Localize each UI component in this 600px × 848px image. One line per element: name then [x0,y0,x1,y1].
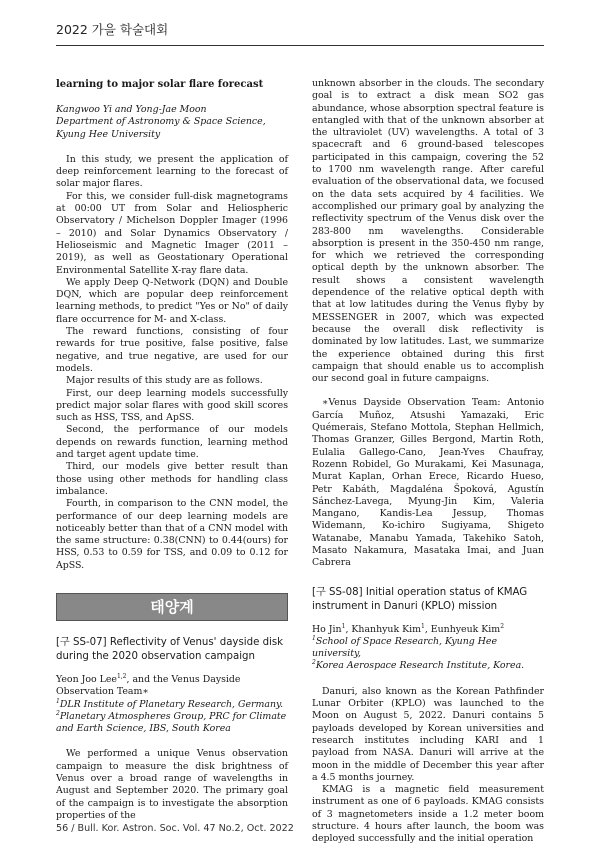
authors: Kangwoo Yi and Yong-Jae Moon [56,104,207,115]
paragraph: We apply Deep Q-Network (DQN) and Double DQN, which are popular deep reinforcement learning methods, to predict "Yes or No" of daily flare occurrence for M- and X-class. [56,276,288,325]
paragraph: Third, our models give better result than those using other methods for handling class imbalance. [56,461,288,497]
abstract-title: [구 SS-07] Reflectivity of Venus' dayside disk during the 2020 observation campaign [56,636,284,662]
header-rule [56,45,544,46]
abstract-title-continued: learning to major solar flare forecast [56,79,264,90]
abstract-body [56,154,288,572]
author-block [312,624,544,673]
running-header: 2022 가을 학술대회 [56,22,169,37]
affiliation-line: Kyung Hee University [56,128,161,140]
paragraph: unknown absorber in the clouds. The secondary goal is to extract a disk mean SO2 gas abundance, whose absorption spectral feature is entangled with that of the unknown absorber at the ultraviolet (UV) wavelengths. A total of 3 spacecraft and 6 ground-based telescopes participated in this campaign, covering the 52 to 1700 nm wavelength range. After careful evaluation of the observational data, we focused on the data sets acquired by 4 facilities. We accomplished our primary goal by analyzing the reflectivity spectrum of the Venus disk over the 283-800 nm wavelengths. Considerable absorption is present in the 350-450 nm range, for which we retrieved the corresponding optical depth by the unknown absorber. The result shows a consistent wavelength dependence of the relative optical depth with that at low latitudes during the Venus flyby by MESSENGER in 2007, which was expected because the overall disk reflectivity is dominated by low latitudes. Last, we summarize the experience obtained during this first campaign that should enable us to accomplish our second goal in future campaigns. [312,78,544,385]
paragraph: Danuri, also known as the Korean Pathfinder Lunar Orbiter (KPLO) was launched to the Moon on August 5, 2022. Danuri contains 5 payloads developed by Korean universities and research institutes including KARI and 1 payload from NASA. Danuri will arrive at the moon in the middle of December this year after a 4.5 months journey. [312,685,544,783]
authors: Ho Jin$^1$, Khanhyuk Kim$^1$, Eunhyeuk Kim$^2$ [312,622,505,635]
paragraph: Fourth, in comparison to the CNN model, the performance of our deep learning models are noticeably better than that of a CNN model with the same structure: 0.38(CNN) to 0.44(ours) for HSS, 0.53 to 0.59 for TSS, and 0.09 to 0.12 for ApSS. [56,498,288,571]
right-column [312,78,544,846]
paragraph: The reward functions, consisting of four rewards for true positive, false positive, false negative, and true negative, are used for our models. [56,326,288,374]
affiliation-line: Department of Astronomy & Space Science, [56,116,266,128]
page-footer: 56 / Bull. Kor. Astron. Soc. Vol. 47 No.2, Oct. 2022 [56,823,294,834]
paragraph: First, our deep learning models successfully predict major solar flares with good skill scores such as HSS, TSS, and ApSS. [56,387,288,424]
section-banner: 태양계 [56,593,288,621]
paragraph: Major results of this study are as follows. [66,375,263,387]
abstract-body [312,78,544,385]
authors: Yeon Joo Lee$^{1,2}$, and the Venus Dayside [56,672,241,685]
affiliation-line: $^1$DLR Institute of Planetary Research, Germany. [56,697,284,710]
paragraph: Second, the performance of our models depends on rewards function, learning method and target agent update time. [56,424,288,461]
abstract-body [56,748,288,822]
affiliation-line: $^2$Planetary Atmospheres Group, PRC for Climate and Earth Science, IBS, South Korea [56,709,287,735]
abstract-title: [구 SS-08] Initial operation status of KMAG instrument in Danuri (KPLO) mission [312,586,528,612]
paragraph: In this study, we present the application of deep reinforcement learning to the forecast of solar major flares. [56,153,288,190]
author-block [56,674,288,735]
author-block [56,104,288,141]
paragraph: For this, we consider full-disk magnetograms at 00:00 UT from Solar and Heliospheric Observatory / Michelson Doppler Imager (1996 – 2010) and Solar Dynamics Observatory / Helioseismic and Magnetic Imager (2011 – 2019), as well as Geostationary Operational Environmental Satellite X-ray flare data. [56,190,288,276]
affiliation-line: $^2$Korea Aerospace Research Institute, Korea. [312,659,525,672]
affiliation-line: $^1$School of Space Research, Kyung Hee university, [312,634,498,660]
left-column [56,78,288,822]
paragraph: KMAG is a magnetic field measurement instrument as one of 6 payloads. KMAG consists of 3 magnetometers inside a 1.2 meter boom structure. 4 hours after launch, the boom was deployed successfully and the initial operation [312,784,544,845]
abstract-body [312,686,544,846]
paragraph: We performed a unique Venus observation campaign to measure the disk brightness of Venus over a broad range of wavelengths in August and September 2020. The primary goal of the campaign is to investigate the absorption properties of the [56,748,288,821]
team-list: ∗Venus Dayside Observation Team: Antonio García Muñoz, Atsushi Yamazaki, Eric Quémerais, Stefano Mottola, Stephan Hellmich, Thomas Granzer, Gilles Bergond, Martin Roth, Eulalia Gallego-Cano, Jean-Yves Chaufray, Rozenn Robidel, Go Murakami, Kei Masunaga, Murat Kaplan, Orhan Erece, Ricardo Hueso, Petr Kabáth, Magdaléna Špoková, Agustín Sánchez-Lavega, Myung-Jin Kim, Valeria Mangano, Kandis-Lea Jessup, Thomas Widemann, Ko-ichiro Sugiyama, Shigeto Watanabe, Manabu Yamada, Takehiko Satoh, Masato Nakamura, Masataka Imai, and Juan Cabrera [312,397,544,569]
authors: Observation Team∗ [56,686,149,698]
